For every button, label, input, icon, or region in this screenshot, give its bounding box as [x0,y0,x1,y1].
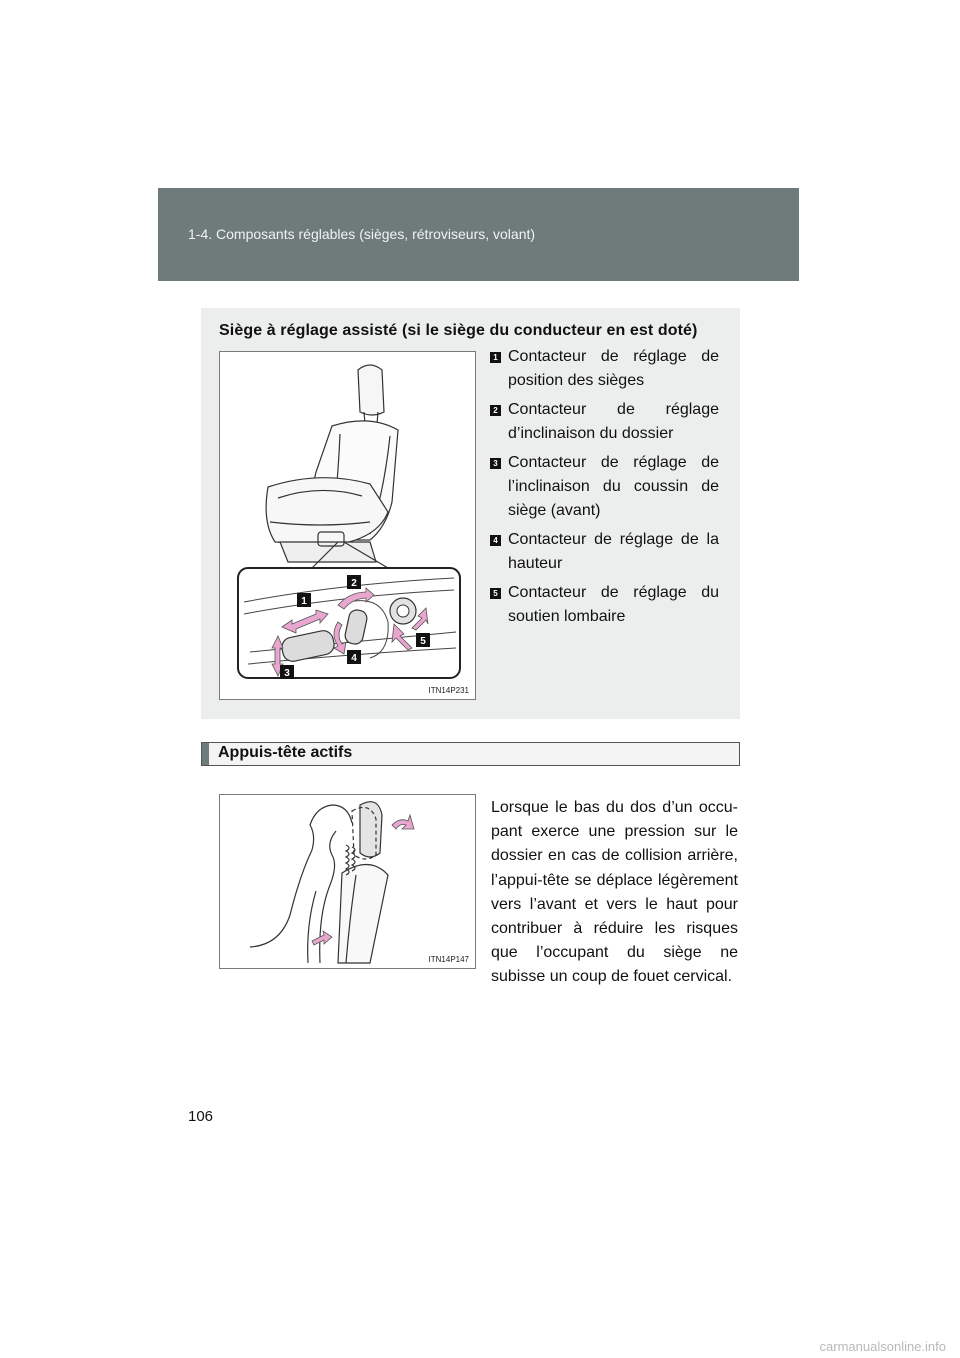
section-marker [202,743,209,765]
headrest-illustration [220,795,475,968]
item-number: 2 [490,405,501,416]
item-text: Contacteur de réglage d’inclinaison du dossier [508,401,719,442]
item-number: 5 [490,588,501,599]
power-seat-title: Siège à réglage assisté (si le siège du conducteur en est doté) [219,322,698,339]
item-text: Contacteur de réglage de la hauteur [508,531,719,572]
figure-code: ITN14P231 [428,686,469,695]
power-seat-figure [219,351,476,700]
section-title: Appuis-tête actifs [218,744,353,761]
item-text: Contacteur de réglage de position des sièges [508,348,719,389]
callout-3: 3 [284,668,290,679]
switch-list [490,345,719,634]
page-number: 106 [188,1108,214,1125]
callout-4: 4 [351,653,357,664]
seat-illustration [220,352,475,699]
headrest-description: Lorsque le bas du dos d’un occupant exerce une pression sur le dossier en cas de collision arrière, l’appui-tête se déplace légèrement vers l’avant et vers le haut pour contribuer à réduire les risques que l’occupant du siège ne subisse un coup de fouet cervical. [491,799,738,986]
figure-code: ITN14P147 [428,955,469,964]
item-text: Contacteur de réglage du soutien lombaire [508,584,719,625]
callout-1: 1 [301,596,307,607]
headrest-figure [219,794,476,969]
section-heading [201,742,740,766]
item-number: 3 [490,458,501,469]
item-text: Contacteur de réglage de l’inclinaison du coussin de siège (avant) [508,454,719,519]
list-item [490,451,719,523]
list-item [490,581,719,629]
watermark: carmanualsonline.info [819,1339,946,1354]
chapter-title: 1-4. Composants réglables (sièges, rétroviseurs, volant) [188,226,536,242]
chapter-header [158,188,799,281]
list-item [490,528,719,576]
item-number: 1 [490,352,501,363]
item-number: 4 [490,535,501,546]
callout-5: 5 [420,636,426,647]
list-item [490,398,719,446]
list-item [490,345,719,393]
callout-2: 2 [351,578,357,589]
